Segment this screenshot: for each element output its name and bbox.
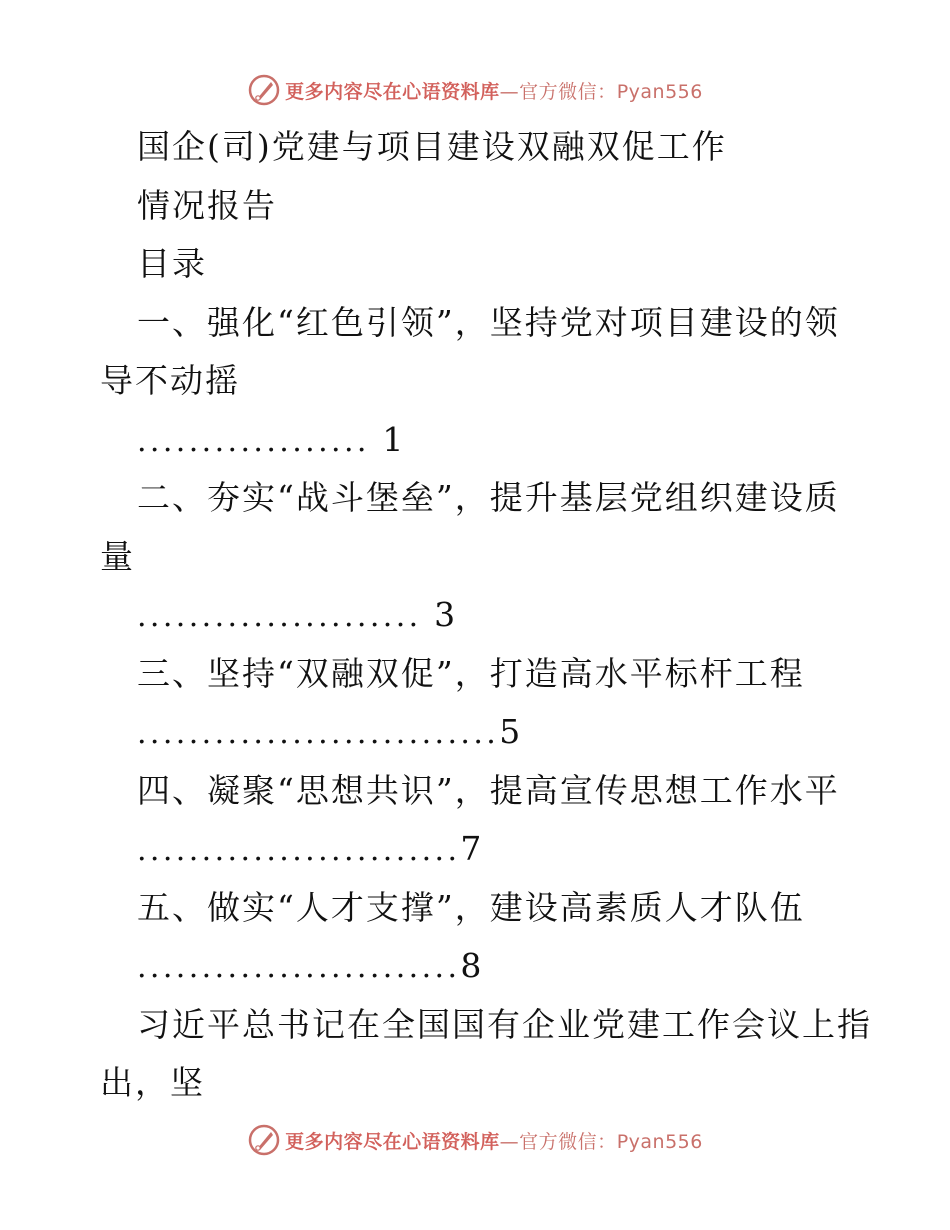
watermark-banner-top xyxy=(0,70,950,110)
toc-item-5-leader xyxy=(100,937,860,996)
toc-dot-leader: .................. xyxy=(137,423,370,459)
toc-dot-leader: ...................... xyxy=(137,599,422,634)
toc-item-1-line-1: 一、强化“红色引领”，坚持党对项目建设的领 xyxy=(137,302,840,342)
toc-page-number: 5 xyxy=(499,712,521,751)
toc-item-4-line-1: 四、凝聚“思想共识”，提高宣传思想工作水平 xyxy=(137,770,840,810)
toc-page-number: 1 xyxy=(382,419,404,459)
toc-item-2-line-2: 量 xyxy=(100,536,135,576)
toc-dot-leader: ......................... xyxy=(137,833,461,868)
doc-title-line-2: 情况报告 xyxy=(137,185,277,225)
toc-item-3-leader xyxy=(100,703,860,762)
toc-page-number: 3 xyxy=(434,595,456,634)
document-body xyxy=(100,118,872,1113)
toc-item-2-line-1: 二、夯实“战斗堡垒”，提升基层党组织建设质 xyxy=(137,478,840,517)
body-paragraph-line-1: 习近平总书记在全国国有企业党建工作会议上指 xyxy=(137,1004,872,1044)
toc-heading: 目录 xyxy=(137,244,207,283)
toc-page-number: 8 xyxy=(460,946,482,985)
body-paragraph-line-2: 出，坚 xyxy=(100,1063,205,1102)
toc-item-2-leader xyxy=(100,586,860,645)
toc-item-4-leader xyxy=(100,820,860,879)
toc-dot-leader: ............................ xyxy=(137,716,500,751)
toc-item-3-line-1: 三、坚持“双融双促”，打造高水平标杆工程 xyxy=(137,653,805,693)
toc-item-5-line-1: 五、做实“人才支撑”，建设高素质人才队伍 xyxy=(137,887,805,927)
toc-item-1-line-2: 导不动摇 xyxy=(100,361,240,400)
toc-dot-leader: ......................... xyxy=(137,950,461,985)
watermark-banner-bottom xyxy=(0,1120,950,1160)
watermark-text: 更多内容尽在心语资料库—官方微信：Pyan556 xyxy=(285,1130,703,1153)
quill-pen-logo-icon xyxy=(247,1123,281,1157)
toc-item-1-leader xyxy=(100,411,860,470)
watermark-text: 更多内容尽在心语资料库—官方微信：Pyan556 xyxy=(285,80,703,103)
toc-page-number: 7 xyxy=(460,829,482,868)
doc-title-line-1: 国企(司)党建与项目建设双融双促工作 xyxy=(137,127,727,166)
quill-pen-logo-icon xyxy=(247,73,281,107)
